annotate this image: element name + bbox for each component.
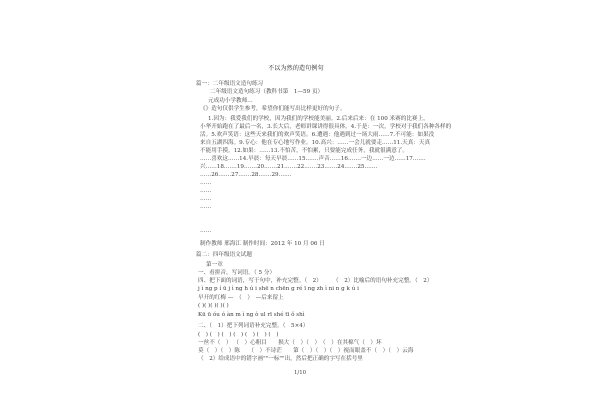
section1-heading: 篇一：二年级语文造句练习 — [196, 81, 264, 87]
paragraph-line: ……26.……27.……28.……29.…… — [200, 172, 292, 178]
paragraph-line: ……喜欢这……14.早晨：每天早晨……15.……声音……16.……一边……一边……17.…… — [200, 156, 426, 162]
question-1: 一、看拼音，写词语。（ 5 分） — [198, 270, 276, 276]
paragraph-line: 不能用手摸。12.如果：……13.不怕苦，不怕累，只要能完成任务，我就很满意了。 — [200, 148, 408, 154]
question-2: 二、（ 1）把下列词语补充完整。（ 5×4） — [198, 323, 309, 329]
question-2-row: ( ) ( ) ( ) ( ) ( ) ( ) ( ) — [198, 332, 279, 338]
paragraph-line: …… — [200, 204, 212, 210]
footer-line: 制作教师 邢海江 制作时间：2012 年 10 月 06 日 — [200, 241, 325, 247]
class-line: 元成功小学教师… — [208, 98, 253, 104]
paragraph-line: …… — [200, 228, 212, 234]
paragraph-line: 1.因为：我爱我们的学校，因为我们的学校能美丽。2.后来后来：在 100 米赛的比赛上， — [208, 116, 429, 122]
section2-heading: 篇二：四年级语文试题 — [196, 252, 252, 258]
pinyin-line: j ì ng p í ū j ì ng h ú i shē n chēn g ré ī ng zh ì ni n g k ú i — [198, 286, 359, 292]
question-fill: 早开的红梅 — （ ） —后来留上 — [198, 295, 284, 301]
question-3: （ 2）给成语中的错字画""一标""出，然后把正确的字写在括号里 — [198, 356, 363, 362]
paren-line: ( )( )( )( )( ) — [198, 303, 229, 309]
paragraph-line: …… — [200, 188, 212, 194]
question-2-row: 一丝不（ ） （ ）心粗目 损大（ ）（ ） （ ）在其棉气（ ）坏 — [198, 340, 382, 346]
intro-text: 《》造句仅供学生参考，希望你们能写出比样更好的句子。 — [200, 106, 346, 112]
pinyin-line-2: Kū ū óu ó àn m ì ng ò ul rī shé tī ǒ shì — [198, 312, 305, 318]
paragraph-line: 活。5.欢声笑语：这些天来我们的欢声笑语。6.遭遇：他遇到过一场大雨……7.不可能：如果没 — [200, 132, 435, 138]
doc-title: 不以为然的造句例句 — [268, 65, 324, 72]
question-2-row: 莫（ ）（ ）陈 （ ）不诗茫 第（ ）（ ）（ ）视而眼盖不（ ）（ ）云海 — [198, 348, 414, 354]
paragraph-line: 兴……18.……19.……20.……21.……22.……23.……24.……25.…… — [200, 164, 378, 170]
chapter-heading: 第一章 — [206, 262, 223, 268]
paragraph-line: 小华开始跑在了最后一名，3.长大后，老师讲课讲得很具体。4.于是：一次，学校对于我们各种各样的 — [200, 124, 452, 130]
paragraph-line: …… — [200, 196, 212, 202]
section1-subtitle: 二年级语文造句练习（教科书第 1—59 页） — [210, 89, 324, 95]
page-number: 1/10 — [294, 370, 307, 376]
paragraph-line: 来自五湖四海。9.专心：他在专心地写作业。10.高兴：……一会儿就要走……11.天真：天真 — [200, 140, 431, 146]
paragraph-line: …… — [200, 180, 212, 186]
question-pinyin-label: 四、把下面的词语，写于句中，补充完整。（ 2） （ 2）比喻后的语句补充完整。（ 2） — [198, 278, 433, 284]
